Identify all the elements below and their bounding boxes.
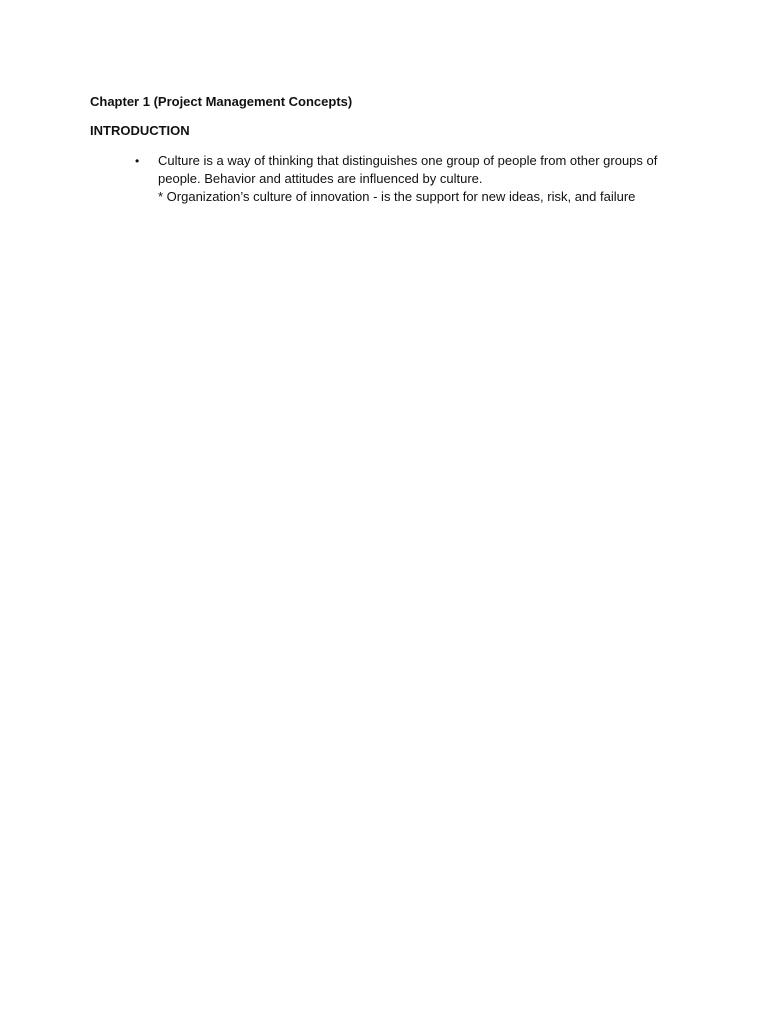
- introduction-heading: INTRODUCTION: [90, 123, 190, 138]
- bullet-marker: •: [135, 154, 140, 168]
- culture-definition-line-1: Culture is a way of thinking that distinguishes one group of people from other groups of: [158, 153, 658, 168]
- chapter-title: Chapter 1 (Project Management Concepts): [90, 94, 353, 109]
- culture-definition-line-2: people. Behavior and attitudes are influenced by culture.: [158, 171, 483, 186]
- innovation-culture-line: * Organization’s culture of innovation - is the support for new ideas, risk, and failure: [158, 189, 636, 204]
